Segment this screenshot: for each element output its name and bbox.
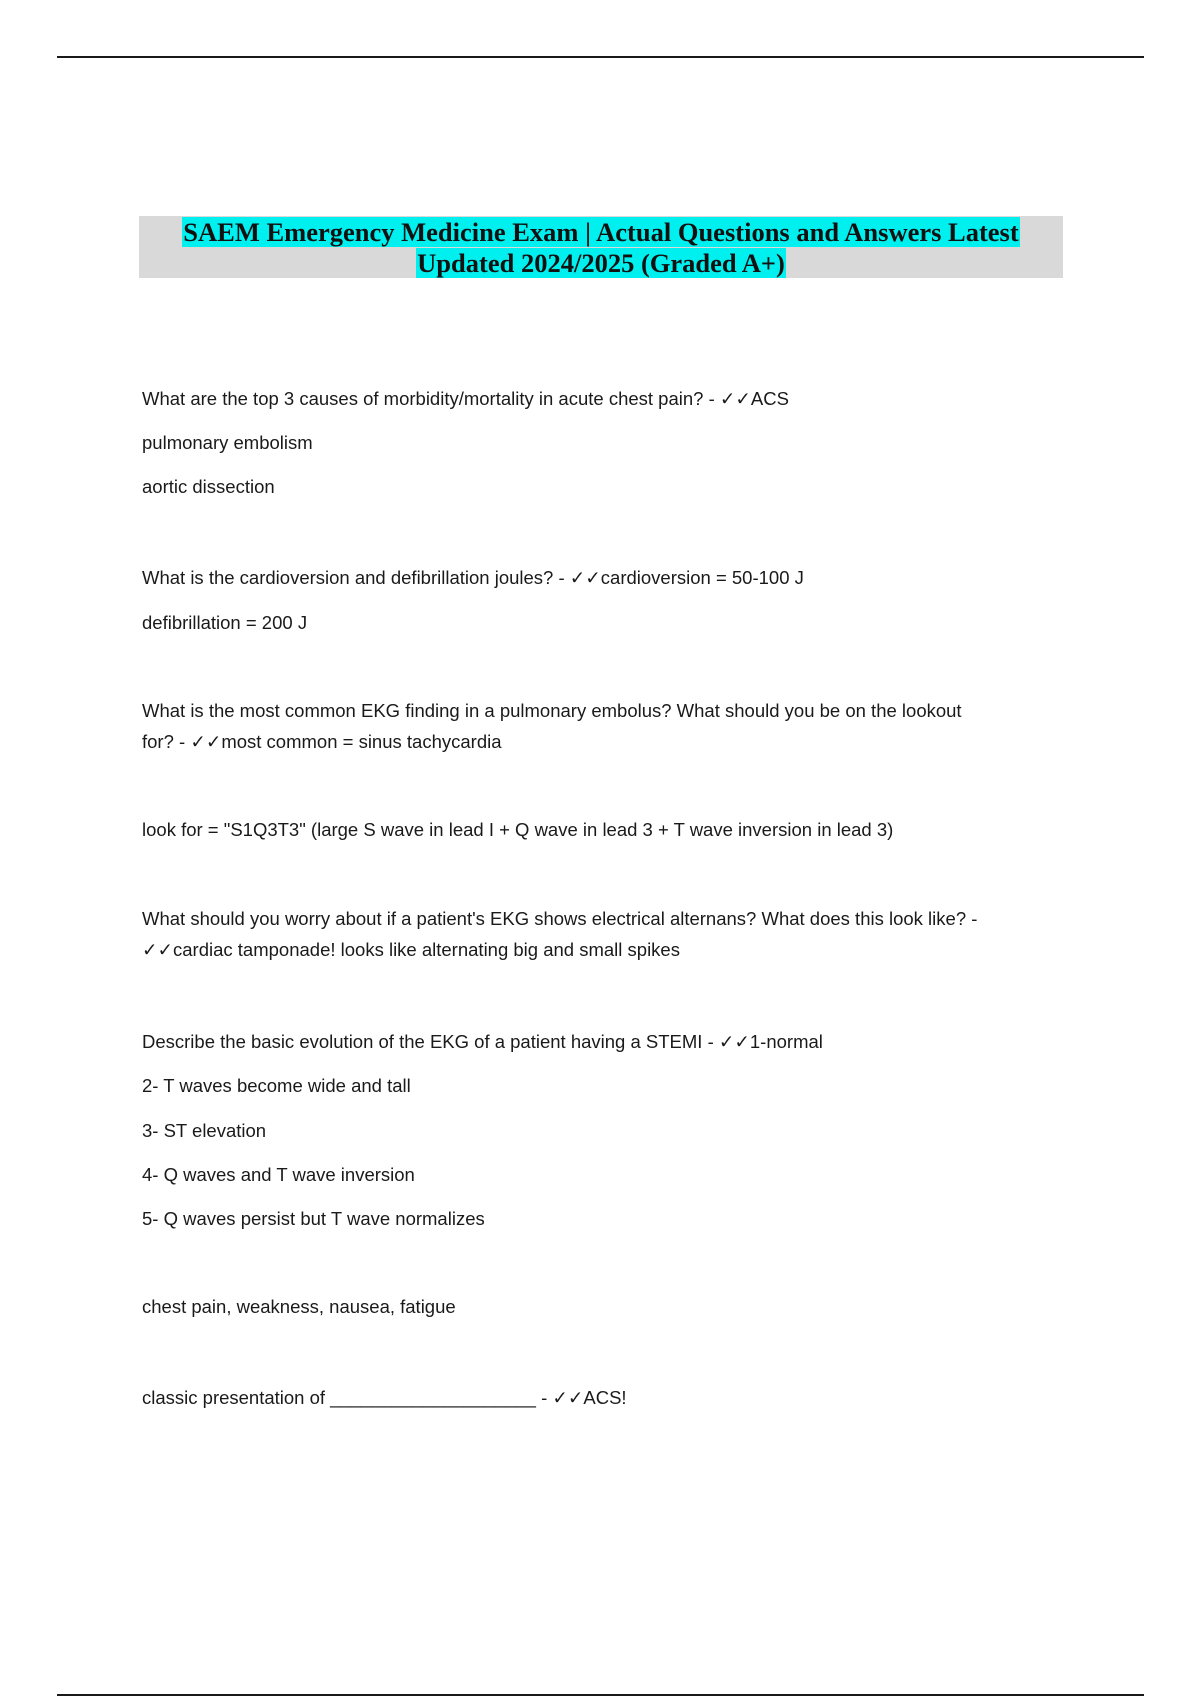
answer-defibrillation: defibrillation = 200 J <box>142 612 308 633</box>
question-stemi-evolution: Describe the basic evolution of the EKG of a patient having a STEMI - ✓✓1-normal <box>142 1031 823 1052</box>
question-top-causes: What are the top 3 causes of morbidity/mortality in acute chest pain? - ✓✓ACS <box>142 388 789 409</box>
title-text-1: SAEM Emergency Medicine Exam | Actual Questions and Answers Latest <box>183 217 1019 247</box>
top-rule <box>57 56 1144 58</box>
answer-pulmonary-embolism: pulmonary embolism <box>142 432 313 453</box>
question-electrical-alternans-line-2: ✓✓cardiac tamponade! looks like alternating big and small spikes <box>142 939 680 960</box>
question-classic-presentation: classic presentation of ____________________ - ✓✓ACS! <box>142 1387 627 1408</box>
answer-stemi-step-2: 2- T waves become wide and tall <box>142 1075 411 1096</box>
bottom-rule <box>57 1694 1144 1696</box>
title-line-1 <box>139 216 1063 248</box>
question-symptoms: chest pain, weakness, nausea, fatigue <box>142 1296 456 1317</box>
document-title <box>139 216 1063 278</box>
question-joules: What is the cardioversion and defibrillation joules? - ✓✓cardioversion = 50-100 J <box>142 567 804 588</box>
title-line-2 <box>139 248 1063 279</box>
answer-stemi-step-3: 3- ST elevation <box>142 1120 267 1141</box>
title-text-2: Updated 2024/2025 (Graded A+) <box>417 248 785 278</box>
question-electrical-alternans-line-1: What should you worry about if a patient's EKG shows electrical alternans? What does this look like? - <box>142 908 978 929</box>
question-pe-ekg-line-2: for? - ✓✓most common = sinus tachycardia <box>142 731 502 752</box>
question-pe-ekg-line-1: What is the most common EKG finding in a pulmonary embolus? What should you be on the lookout <box>142 700 962 721</box>
answer-stemi-step-5: 5- Q waves persist but T wave normalizes <box>142 1208 485 1229</box>
answer-s1q3t3: look for = "S1Q3T3" (large S wave in lead I + Q wave in lead 3 + T wave inversion in lead 3) <box>142 819 894 840</box>
answer-stemi-step-4: 4- Q waves and T wave inversion <box>142 1164 415 1185</box>
answer-aortic-dissection: aortic dissection <box>142 476 275 497</box>
